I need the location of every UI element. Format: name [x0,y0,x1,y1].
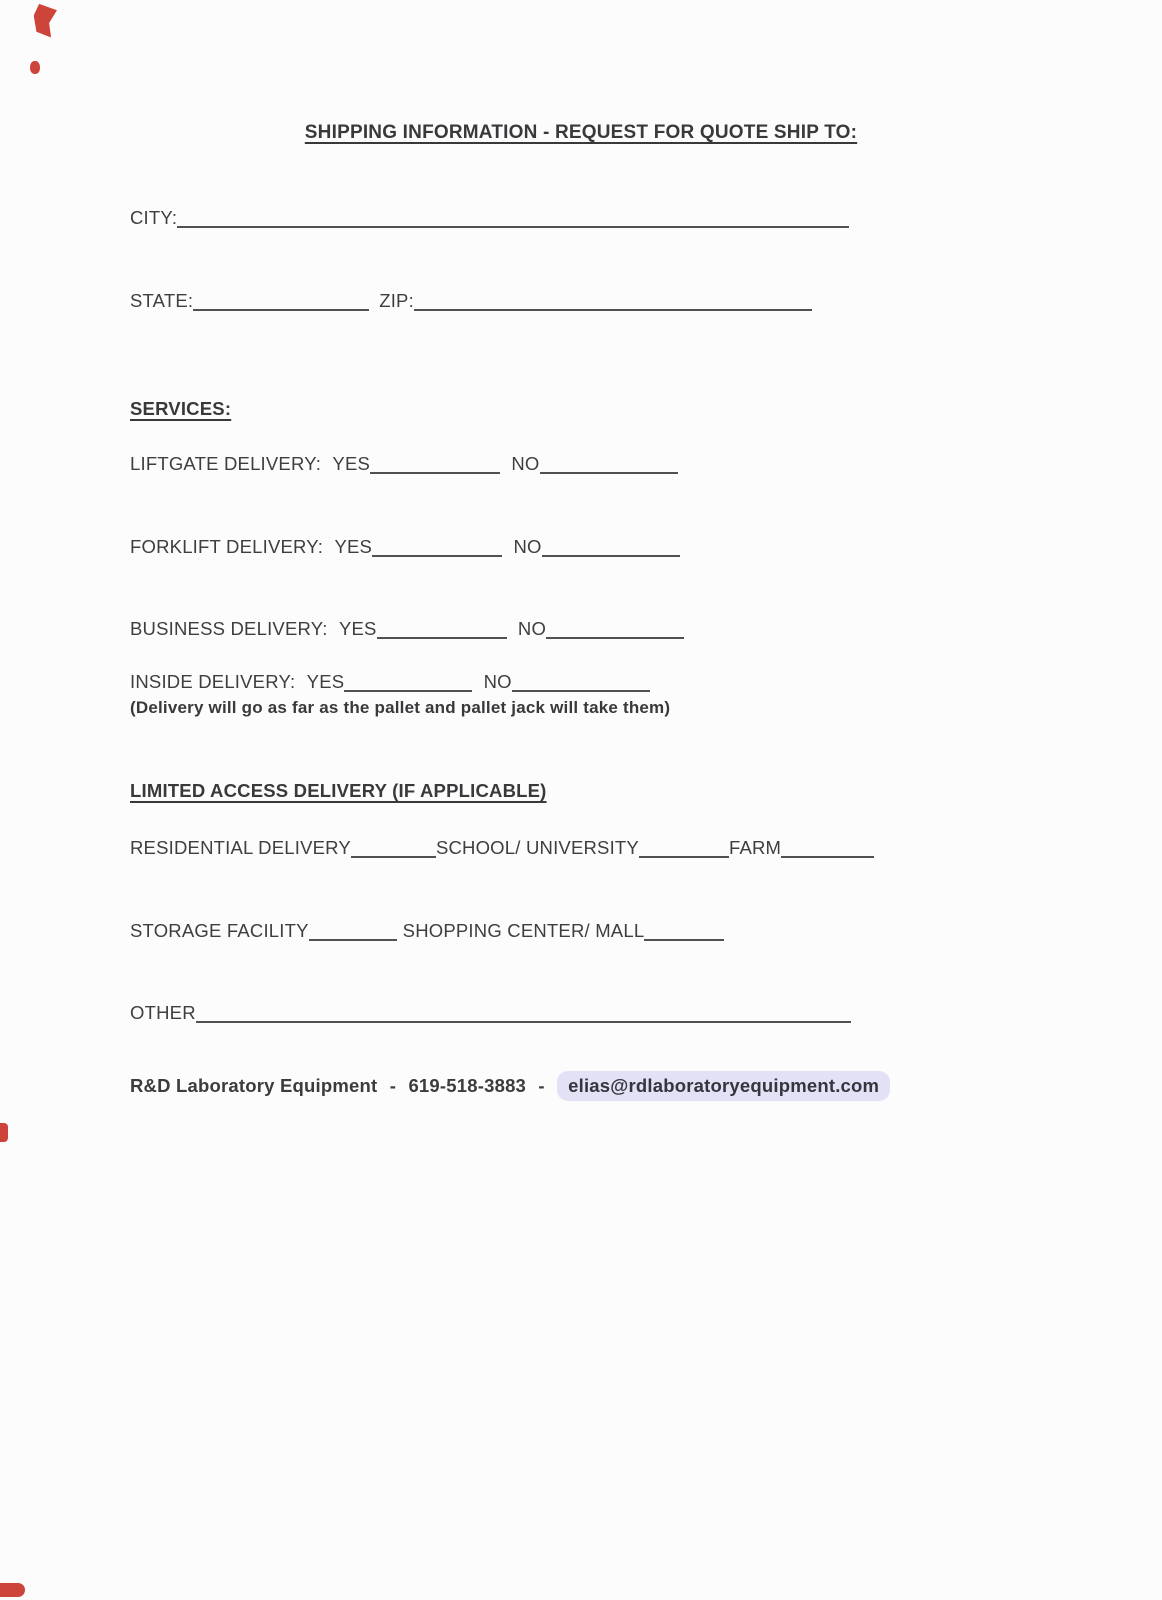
scan-artifact [30,3,57,37]
no-label: NO [517,618,547,639]
residential-delivery-blank[interactable] [351,849,436,858]
farm-label: FARM [728,837,782,858]
yes-label: YES [338,618,377,639]
inside-no-blank[interactable] [512,683,650,692]
yes-label: YES [334,536,373,557]
company-name: R&D Laboratory Equipment [130,1075,378,1096]
scan-artifact [30,61,40,74]
limited-access-row-1 [130,837,874,858]
city-row [130,207,849,228]
storage-facility-blank[interactable] [309,932,397,941]
separator-dash: - [389,1075,397,1096]
business-no-blank[interactable] [546,630,684,639]
zip-label: ZIP: [379,290,414,311]
state-label: STATE: [130,290,194,311]
city-label: CITY: [130,207,178,228]
forklift-yes-blank[interactable] [372,548,502,557]
school-university-label: SCHOOL/ UNIVERSITY [435,837,639,858]
forklift-delivery-label: FORKLIFT DELIVERY: [130,536,324,557]
state-zip-row [130,290,812,311]
school-university-blank[interactable] [639,849,729,858]
business-delivery-row [130,618,684,639]
liftgate-delivery-row [130,453,678,474]
shopping-center-mall-blank[interactable] [644,932,724,941]
footer-line [130,1075,890,1096]
other-row [130,1002,851,1023]
other-blank[interactable] [196,1014,851,1023]
separator-dash: - [538,1075,545,1096]
forklift-delivery-row [130,536,680,557]
email-address[interactable]: elias@rdlaboratoryequipment.com [557,1071,890,1101]
inside-delivery-label: INSIDE DELIVERY: [130,671,296,692]
liftgate-no-blank[interactable] [540,465,678,474]
no-label: NO [511,453,540,474]
inside-delivery-row [130,671,650,692]
scan-artifact [0,1123,8,1142]
liftgate-delivery-label: LIFTGATE DELIVERY: [130,453,322,474]
city-blank[interactable] [177,219,849,228]
storage-facility-label: STORAGE FACILITY [130,920,309,941]
limited-access-row-2 [130,920,724,941]
shopping-center-mall-label: SHOPPING CENTER/ MALL [402,920,645,941]
no-label: NO [513,536,542,557]
phone-number: 619-518-3883 [408,1075,527,1096]
other-label: OTHER [130,1002,196,1023]
limited-access-heading: LIMITED ACCESS DELIVERY (IF APPLICABLE) [130,780,547,801]
business-yes-blank[interactable] [377,630,507,639]
state-blank[interactable] [193,302,369,311]
farm-blank[interactable] [781,849,874,858]
yes-label: YES [306,671,345,692]
forklift-no-blank[interactable] [542,548,680,557]
no-label: NO [483,671,512,692]
services-heading: SERVICES: [130,398,232,419]
scan-artifact [0,1583,25,1597]
business-delivery-label: BUSINESS DELIVERY: [130,618,328,639]
yes-label: YES [332,453,371,474]
residential-delivery-label: RESIDENTIAL DELIVERY [130,837,351,858]
zip-blank[interactable] [414,302,812,311]
inside-delivery-note: (Delivery will go as far as the pallet and pallet jack will take them) [130,698,671,717]
liftgate-yes-blank[interactable] [370,465,500,474]
page-title: SHIPPING INFORMATION - REQUEST FOR QUOTE SHIP TO: [304,122,858,143]
inside-yes-blank[interactable] [344,683,472,692]
